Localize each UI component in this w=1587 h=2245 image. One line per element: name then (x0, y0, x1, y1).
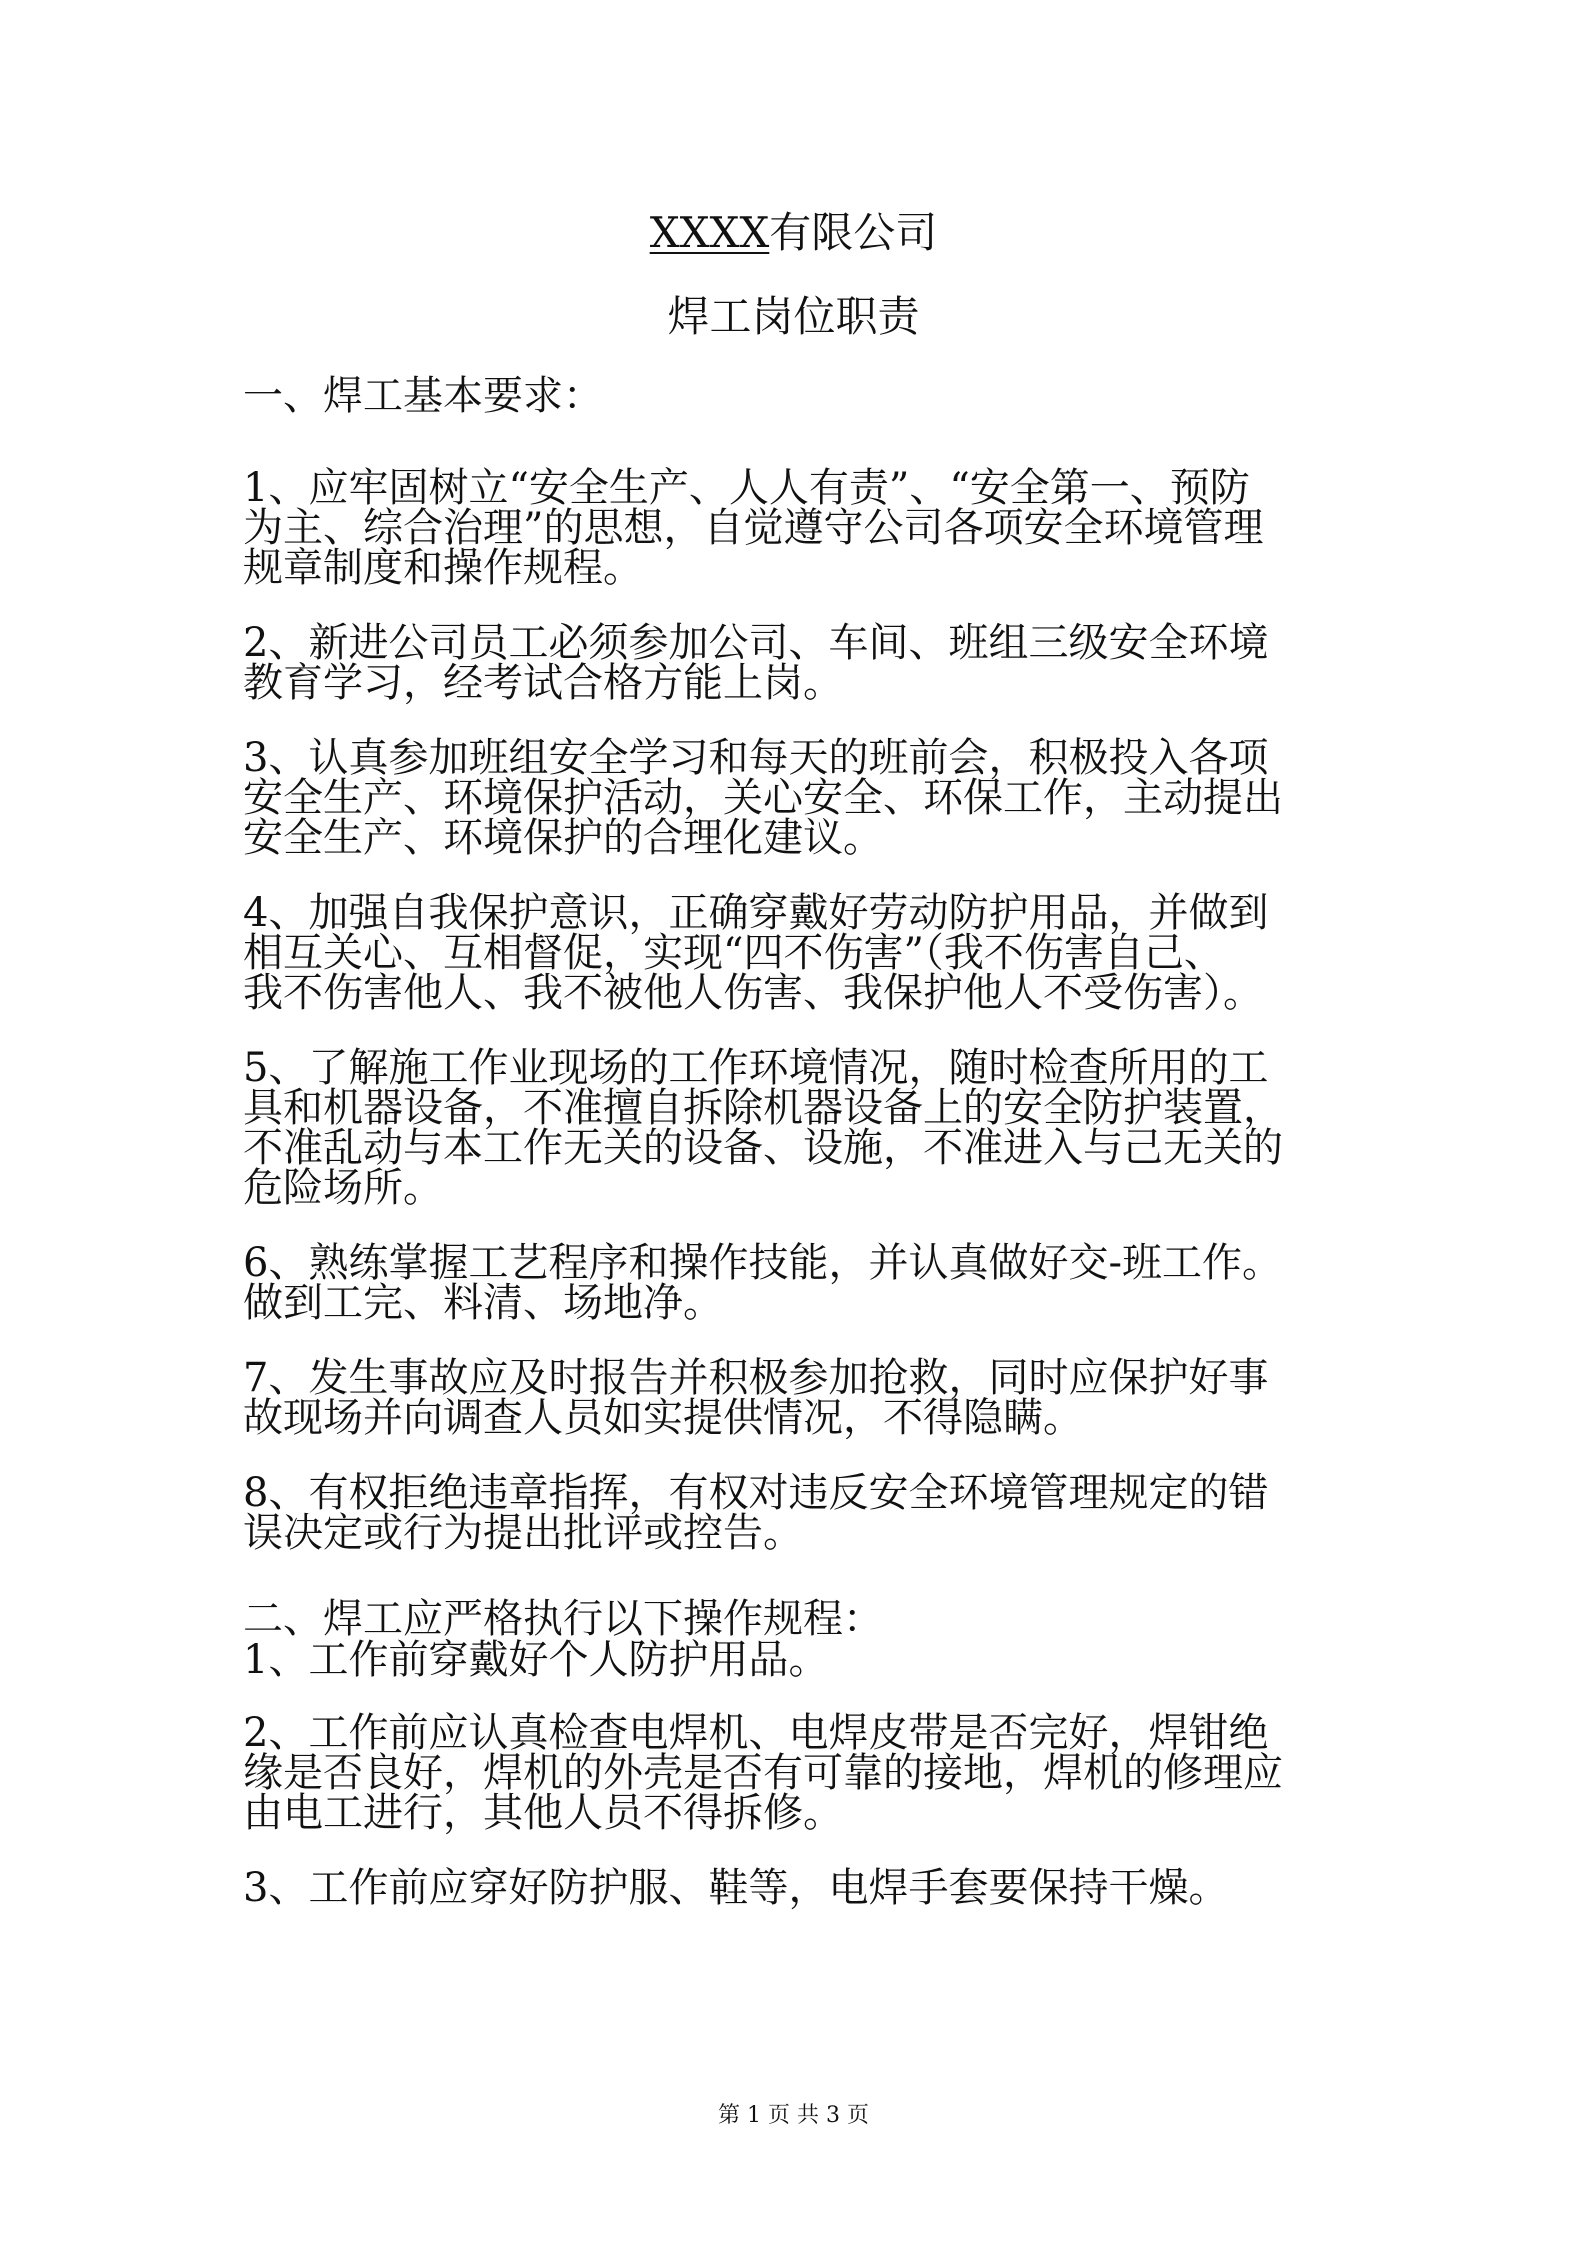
section-2-item-2 (243, 1710, 1355, 1836)
text-line: 危险场所。 (243, 1165, 443, 1211)
text-line: 教育学习，经考试合格方能上岗。 (243, 660, 843, 706)
text-line: 3、工作前应穿好防护服、鞋等，电焊手套要保持干燥。 (243, 1865, 1229, 1911)
section-1-heading: 一、焊工基本要求： (243, 373, 603, 419)
section-2-item-1 (243, 1637, 1355, 1683)
text-line: 3、认真参加班组安全学习和每天的班前会，积极投入各项 (243, 735, 1269, 781)
company-title (0, 208, 1587, 257)
text-line: 2、新进公司员工必须参加公司、车间、班组三级安全环境 (243, 620, 1269, 666)
text-line: 1、工作前穿戴好个人防护用品。 (243, 1637, 829, 1683)
section-1-item-3 (243, 735, 1355, 861)
text-line: 规章制度和操作规程。 (243, 545, 643, 591)
section-1-item-2 (243, 620, 1355, 706)
text-line: 故现场并向调查人员如实提供情况，不得隐瞒。 (243, 1395, 1083, 1441)
section-2-heading: 二、焊工应严格执行以下操作规程： (243, 1596, 883, 1642)
document-title: 焊工岗位职责 (667, 292, 920, 341)
text-line: 5、了解施工作业现场的工作环境情况，随时检查所用的工 (243, 1045, 1269, 1091)
text-line: 误决定或行为提出批评或控告。 (243, 1510, 803, 1556)
section-1-item-5 (243, 1045, 1355, 1211)
company-name-suffix: 有限公司 (769, 208, 938, 257)
text-line: 缘是否良好，焊机的外壳是否有可靠的接地，焊机的修理应 (243, 1750, 1283, 1796)
text-line: 8、有权拒绝违章指挥，有权对违反安全环境管理规定的错 (243, 1470, 1269, 1516)
text-line: 具和机器设备，不准擅自拆除机器设备上的安全防护装置， (243, 1085, 1283, 1131)
text-line: 6、熟练掌握工艺程序和操作技能，并认真做好交-班工作。 (243, 1240, 1282, 1286)
text-line: 7、发生事故应及时报告并积极参加抢救，同时应保护好事 (243, 1355, 1269, 1401)
text-line: 做到工完、料清、场地净。 (243, 1280, 723, 1326)
text-line: 1、应牢固树立“安全生产、人人有责”、“安全第一、预防 (243, 465, 1250, 511)
section-2-item-3 (243, 1865, 1355, 1911)
company-name-placeholder: XXXX (649, 208, 770, 257)
text-line: 我不伤害他人、我不被他人伤害、我保护他人不受伤害）。 (243, 970, 1263, 1016)
text-line: 安全生产、环境保护的合理化建议。 (243, 815, 883, 861)
text-line: 为主、综合治理”的思想，自觉遵守公司各项安全环境管理 (243, 505, 1264, 551)
section-1-item-8 (243, 1470, 1355, 1556)
text-line: 相互关心、互相督促，实现“四不伤害”（我不伤害自己、 (243, 930, 1224, 976)
page-footer: 第 1 页 共 3 页 (718, 2103, 869, 2128)
section-1-item-7 (243, 1355, 1355, 1441)
text-line: 由电工进行，其他人员不得拆修。 (243, 1790, 843, 1836)
section-1-item-6 (243, 1240, 1355, 1326)
text-line: 2、工作前应认真检查电焊机、电焊皮带是否完好，焊钳绝 (243, 1710, 1269, 1756)
text-line: 安全生产、环境保护活动，关心安全、环保工作，主动提出 (243, 775, 1283, 821)
section-1-item-4 (243, 890, 1355, 1016)
text-line: 4、加强自我保护意识，正确穿戴好劳动防护用品，并做到 (243, 890, 1269, 936)
text-line: 不准乱动与本工作无关的设备、设施，不准进入与己无关的 (243, 1125, 1283, 1171)
section-1-item-1 (243, 465, 1355, 591)
